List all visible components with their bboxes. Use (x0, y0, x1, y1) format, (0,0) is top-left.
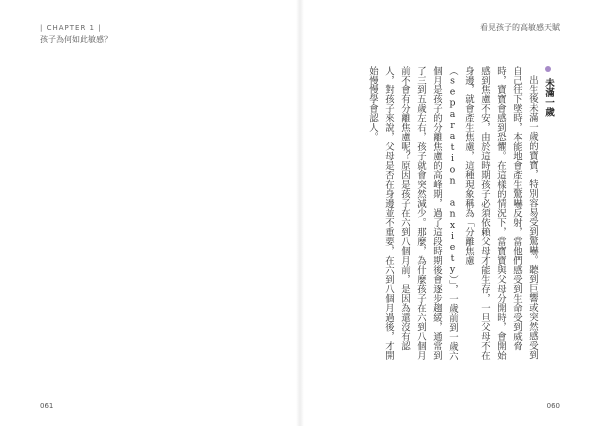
right-running-title: 看見孩子的高敏感天賦 (480, 23, 560, 32)
right-page (300, 0, 600, 426)
chapter-label: | CHAPTER 1 | (40, 24, 102, 32)
chapter-text: CHAPTER 1 (46, 24, 95, 32)
left-running-title: 孩子為何如此敏感？ (40, 35, 112, 44)
right-page-body (350, 66, 556, 366)
left-running-head (40, 22, 112, 46)
left-page-number: 061 (40, 402, 54, 410)
section-heading-under-1: 未滿一歲 (540, 66, 556, 366)
section-paragraph-under-1: 出生後未滿一歲的寶寶，特別容易受到驚嚇。聽到巨響或突然感受到自己往下墜時，本能地會產生驚嚇反射，當他們感受到生命受到威脅時，寶寶會感到恐懼。在這樣的情況下，當寶寶與父母分開時，會開始感到焦慮不安，由於這時期孩子必須依賴父母才能生存，一旦父母不在身邊，就會產生焦慮，這種現象稱為「分離焦慮（separation anxiety）」，一歲前到一歲六個月是孩子的分離焦慮的高峰期，過了這段時期後會逐步趨緩，通常到了三到五歲左右，孩子就會突然減少。那麼，為什麼孩子在六到八個月前不會有分離焦慮呢？原因是孩子在六到八個月前，是因為還沒有認人，對孩子來說，父母是否在身邊並不重要，在六到八個月過後，才開始慢慢學會認人。 (367, 66, 538, 361)
right-page-number: 060 (546, 402, 560, 410)
